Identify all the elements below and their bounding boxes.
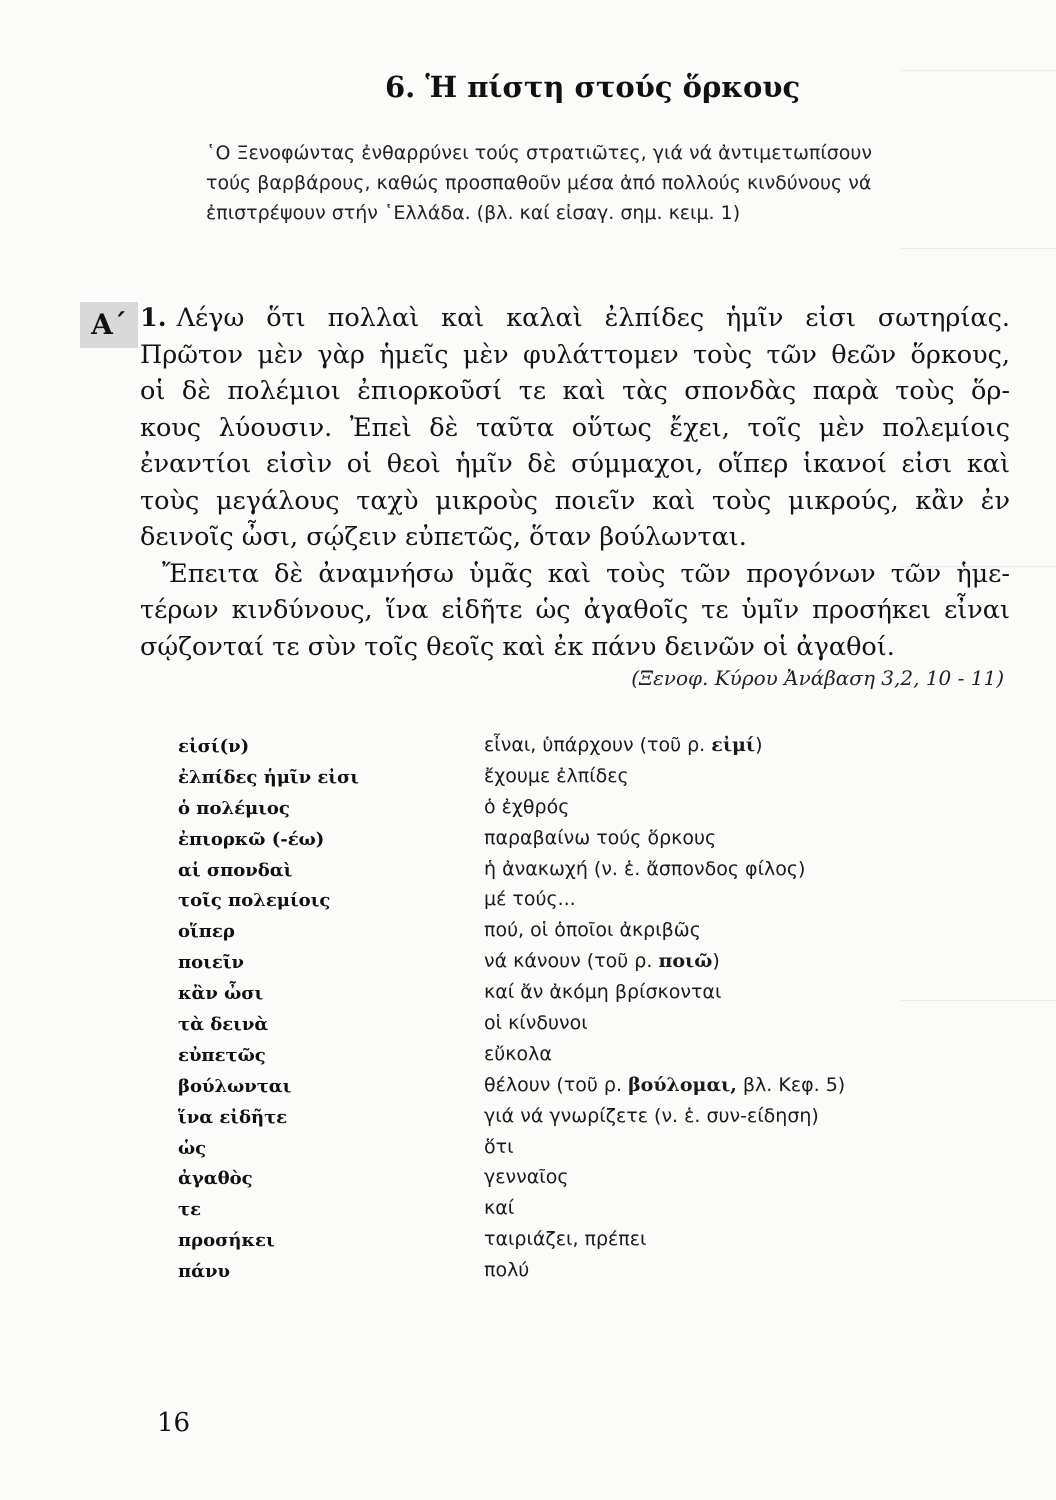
vocabulary-definition [484,981,721,1003]
definition-text: ἡ ἀνακωχή (ν. ἑ. ἄσπονδος φίλος) [484,857,806,880]
vocabulary-row [178,826,978,860]
vocabulary-row [178,1014,978,1045]
intro-line: ῾Ο Ξενοφώντας ἐνθαρρύνει τούς στρατιῶτες, γιά νά ἀντιμετωπίσουν [206,142,873,164]
vocabulary-row [178,1199,978,1230]
definition-headword: ποιῶ [658,950,713,973]
vocabulary-row [178,857,978,891]
vocabulary-row [178,1135,978,1169]
vocabulary-row [178,1230,978,1261]
bleed-through-line [900,70,1056,71]
vocabulary-definition [484,796,569,818]
vocabulary-term: ἐλπίδες ἡμῖν εἰσι [178,766,359,788]
vocabulary-term: ὁ πολέμιος [178,797,290,819]
vocabulary-definition [484,827,716,849]
vocabulary-row [178,1104,978,1138]
definition-text: πού, οἱ ὁποῖοι ἀκριβῶς [484,919,701,942]
vocabulary-row [178,983,978,1014]
definition-text: νά κάνουν (τοῦ ρ. [484,950,659,973]
vocabulary-term: τὰ δεινὰ [178,1014,269,1036]
vocabulary-term: βούλωνται [178,1075,292,1097]
passage-line: ἐναντίοι εἰσὶν οἱ θεοὶ ἡμῖν δὲ σύμμαχοι, οἵπερ ἱκανοί εἰσι καὶ [140,449,1010,479]
passage-line: σῴζονταί τε σὺν τοῖς θεοῖς καὶ ἐκ πάνυ δεινῶν οἱ ἀγαθοί. [140,631,895,662]
vocabulary-definition [484,1105,819,1127]
definition-suffix: ) [712,950,720,973]
definition-text: θέλουν (τοῦ ρ. [484,1073,629,1096]
vocabulary-definition [484,1259,529,1281]
passage-line: Ἔπειτα δὲ ἀναμνήσω ὑμᾶς καὶ τοὺς τῶν προγόνων τῶν ἡμε- [162,558,1010,589]
definition-text: γιά νά γνωρίζετε (ν. ἑ. συν-είδηση) [484,1104,819,1127]
vocabulary-definition [484,1012,588,1034]
vocabulary-term: αἱ σπονδαὶ [178,859,293,881]
vocabulary-definition [484,1074,845,1096]
vocabulary-row [178,795,978,829]
definition-text: καί ἄν ἀκόμη βρίσκονται [484,981,722,1004]
intro-line: ἐπιστρέψουν στήν ῾Ελλάδα. (βλ. καί εἰσαγ. σημ. κειμ. 1) [206,202,741,224]
vocabulary-definition [484,1043,552,1065]
definition-text: ἔχουμε ἐλπίδες [484,764,629,787]
vocabulary-term: ἐπιορκῶ (-έω) [178,828,325,850]
vocabulary-row [178,1073,978,1107]
page-number: 16 [157,1408,191,1438]
definition-text: ὁ ἐχθρός [484,795,570,818]
definition-text: παραβαίνω τούς ὅρκους [484,826,717,849]
passage-line: τοὺς μεγάλους ταχὺ μικροὺς ποιεῖν καὶ τοὺς μικρούς, κἂν ἐν [140,485,1010,516]
passage-line: τέρων κινδύνους, ἵνα εἰδῆτε ὡς ἀγαθοῖς τε ὑμῖν προσήκει εἶναι [140,595,1010,625]
passage-line: οἱ δὲ πολέμιοι ἐπιορκοῦσί τε καὶ τὰς σπονδὰς παρὰ τοὺς ὅρ- [140,376,1010,406]
definition-text: καί [484,1197,515,1220]
vocabulary-term: οἵπερ [178,921,235,943]
passage-line: κους λύουσιν. Ἐπεὶ δὲ ταῦτα οὕτως ἔχει, τοῖς μὲν πολεμίοις [140,412,1010,443]
passage-number: 1. [140,303,167,333]
vocabulary-row [178,764,978,798]
vocabulary-term: εὐπετῶς [178,1044,266,1066]
vocabulary-term: τοῖς πολεμίοις [178,890,331,912]
vocabulary-row [178,736,978,767]
definition-text: γενναῖος [484,1166,569,1189]
vocabulary-row [178,1042,978,1076]
passage-line: Πρῶτον μὲν γὰρ ἡμεῖς μὲν φυλάττομεν τοὺς τῶν θεῶν ὅρκους, [140,339,1010,370]
vocabulary-definition [484,765,629,787]
section-marker: Α΄ [80,302,138,348]
vocabulary-definition [484,888,576,910]
definition-text: οἱ κίνδυνοι [484,1012,588,1035]
bleed-through-line [900,248,1056,249]
definition-suffix: βλ. Κεφ. 5) [736,1073,846,1096]
definition-text: πολύ [484,1259,530,1282]
intro-line: τούς βαρβάρους, καθώς προσπαθοῦν μέσα ἀπό πολλούς κινδύνους νά [206,172,872,194]
vocabulary-term: τε [178,1199,202,1221]
source-citation: (Ξενοφ. Κύρου Ἀνάβαση 3,2, 10 - 11) [631,666,1004,690]
vocabulary-term: ἀγαθὸς [178,1168,253,1190]
greek-passage [140,300,1010,665]
definition-headword: εἰμί [711,734,756,756]
vocabulary-term: ἵνα εἰδῆτε [178,1106,288,1128]
definition-text: εὔκολα [484,1042,552,1065]
vocabulary-term: ποιεῖν [178,952,245,974]
vocabulary-term: προσήκει [178,1230,275,1252]
vocabulary-row [178,1261,978,1292]
passage-line-text: Λέγω ὅτι πολλαὶ καὶ καλαὶ ἐλπίδες ἡμῖν εἰσι σωτηρίας. [176,303,1010,333]
vocabulary-term: κἂν ὦσι [178,983,264,1005]
vocabulary-term: εἰσί(ν) [178,736,250,757]
vocabulary-row [178,952,978,983]
vocabulary-definition [484,858,805,880]
definition-headword: βούλομαι, [628,1073,737,1096]
definition-text: εἶναι, ὑπάρχουν (τοῦ ρ. [484,734,712,756]
definition-text: ταιριάζει, πρέπει [484,1228,647,1251]
vocabulary-definition [484,1197,514,1219]
passage-line [140,300,1010,337]
passage-line: δεινοῖς ὦσι, σῴζειν εὐπετῶς, ὅταν βούλωνται. [140,522,747,552]
vocabulary-definition [484,950,720,972]
vocabulary-definition [484,919,701,941]
vocabulary-row [178,921,978,952]
chapter-title: 6. Ἡ πίστη στούς ὅρκους [385,70,801,104]
definition-text: μέ τούς... [484,888,576,911]
vocabulary-term: ὡς [178,1137,207,1159]
vocabulary-list [178,736,978,1292]
intro-paragraph [206,138,1016,228]
definition-text: ὅτι [484,1135,514,1158]
vocabulary-definition [484,1228,646,1250]
vocabulary-row [178,890,978,921]
vocabulary-row [178,1168,978,1199]
definition-suffix: ) [755,734,763,756]
vocabulary-definition [484,734,763,756]
vocabulary-definition [484,1136,514,1158]
vocabulary-term: πάνυ [178,1261,231,1283]
vocabulary-definition [484,1166,568,1188]
